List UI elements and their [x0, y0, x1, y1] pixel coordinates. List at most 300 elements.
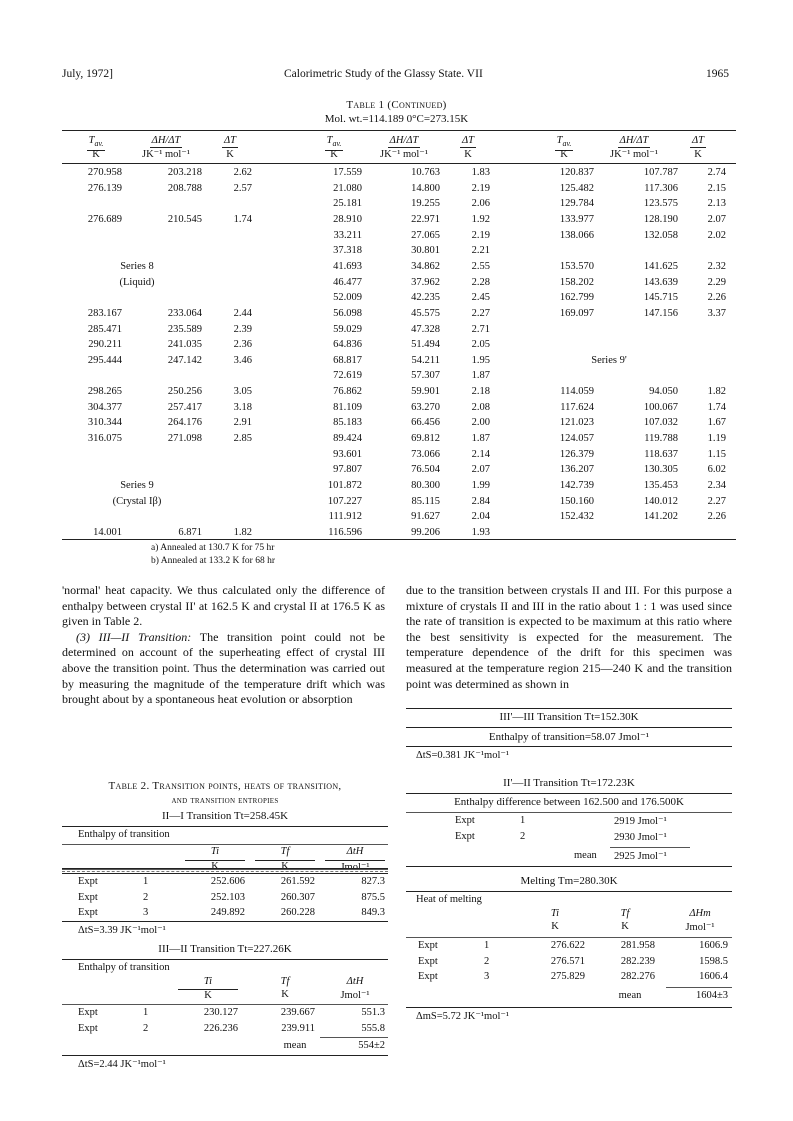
dhm-value: 1606.4 [699, 971, 728, 982]
table1-cell-tav: 133.977 [559, 213, 594, 225]
rule [406, 708, 732, 709]
table1-cell-tav: 129.784 [559, 198, 594, 210]
table1-cell-tav: 64.836 [333, 339, 362, 351]
table1-unit-dt: K [694, 149, 702, 160]
expt-label: Expt [78, 1022, 98, 1034]
table1-cell-dh: 107.032 [643, 417, 678, 429]
table1-cell-tav: 169.097 [559, 307, 594, 319]
unit-tf: K [621, 921, 629, 932]
table1-cell-tav: 153.570 [559, 260, 594, 272]
expt-number: 3 [484, 971, 490, 982]
expt-label: Expt [455, 815, 475, 826]
unit-dh: Jmol⁻¹ [340, 990, 370, 1001]
table1-cell-dh: 118.637 [644, 448, 678, 460]
series-label: Series 9' [591, 354, 627, 366]
expt-number: 1 [143, 1007, 149, 1018]
expt-label: Expt [418, 955, 438, 967]
table1-cell-dt: 2.19 [471, 182, 490, 194]
table1-cell-dt: 2.27 [471, 307, 490, 319]
table1-cell-dh: 241.035 [167, 339, 202, 351]
table1-header-dt: ΔT [461, 135, 474, 146]
table1-cell-tav: 89.424 [333, 433, 362, 445]
table1-cell-dt: 2.29 [707, 276, 726, 288]
tf-value: 281.958 [620, 940, 655, 951]
table1-cell-tav: 37.318 [333, 245, 362, 257]
table1-caption: Table 1 (Continued) [346, 99, 447, 111]
table1-cell-dt: 1.83 [471, 167, 490, 178]
entropy-iii2-iii: ΔtS=0.381 JK⁻¹mol⁻¹ [416, 750, 510, 761]
table1-cell-dh: 94.050 [649, 386, 678, 398]
table1-unit-tav: K [330, 149, 338, 160]
table1-cell-tav: 76.862 [333, 386, 362, 398]
table1-cell-dh: 34.862 [411, 260, 440, 272]
table1-cell-dt: 2.71 [471, 323, 490, 335]
dh-value: 551.3 [361, 1007, 385, 1018]
table1-cell-dh: 37.962 [411, 276, 440, 288]
table1-cell-dt: 3.46 [233, 354, 252, 366]
expt-label: Expt [78, 907, 98, 918]
running-header-date: July, 1972] [62, 68, 114, 80]
table1-cell-tav: 72.619 [333, 370, 362, 382]
table1-cell-tav: 25.181 [333, 198, 362, 210]
table1-cell-dt: 2.21 [471, 245, 490, 257]
table1-cell-tav: 295.444 [87, 354, 122, 366]
table1-cell-dh: 10.763 [411, 167, 440, 178]
series-label: Series 8 [120, 260, 154, 272]
table1-cell-tav: 85.183 [333, 417, 362, 429]
table1-cell-dh: 100.067 [643, 401, 678, 413]
table1-cell-dh: 235.589 [167, 323, 202, 335]
table1-cell-dt: 2.19 [471, 229, 490, 241]
table1-cell-dt: 2.07 [707, 213, 726, 225]
table1-cell-dh: 47.328 [411, 323, 440, 335]
table1-footnote-a: a) Annealed at 130.7 K for 75 hr [151, 543, 275, 553]
thinrule [62, 869, 388, 870]
table1-cell-tav: 14.001 [93, 526, 122, 538]
table1-unit-dh: JK⁻¹ mol⁻¹ [379, 149, 428, 160]
table1-cell-dt: 2.74 [707, 167, 726, 178]
table1-cell-dt: 3.18 [233, 401, 252, 413]
table1-cell-tav: 285.471 [87, 323, 122, 335]
header-dhm: ΔHm [689, 908, 711, 919]
table1-cell-dt: 2.06 [471, 198, 490, 210]
table2-caption-line2: and transition entropies [171, 795, 279, 806]
table1-cell-dh: 66.456 [411, 417, 440, 429]
header-dh: ΔtH [346, 846, 364, 857]
unit-ti: K [178, 989, 238, 1001]
table1-unit-tav: K [92, 149, 100, 160]
header-ti: Ti [203, 976, 213, 987]
table1-cell-tav: 270.958 [87, 167, 122, 178]
table1-cell-dt: 3.05 [233, 386, 252, 398]
ti-value: 252.606 [210, 876, 245, 887]
table1-cell-dh: 63.270 [411, 401, 440, 413]
rule [62, 826, 388, 827]
tf-value: 261.592 [280, 876, 315, 887]
thinrule [62, 1004, 388, 1005]
ti-value: 226.236 [203, 1022, 238, 1034]
table1-cell-dt: 2.91 [233, 417, 252, 429]
table1-unit-dt: K [226, 149, 234, 160]
table1-cell-dh: 147.156 [643, 307, 678, 319]
table1-cell-dt: 1.87 [471, 433, 490, 445]
table1-cell-dt: 1.15 [707, 448, 726, 460]
unit-ti: K [551, 921, 559, 932]
table1-cell-dh: 14.800 [411, 182, 440, 194]
mean-value-iii-ii: 554±2 [358, 1040, 385, 1051]
table1-cell-dh: 135.453 [643, 480, 678, 491]
expt-number: 3 [143, 907, 149, 918]
expt-label: Expt [455, 830, 475, 842]
expt-number: 1 [484, 940, 490, 951]
ti-value: 276.622 [550, 940, 585, 951]
table1-cell-dt: 6.02 [707, 464, 726, 476]
rule [62, 1055, 388, 1056]
table1-cell-dt: 2.26 [707, 511, 726, 523]
table1-header-tav: $T_{av.}$ [314, 134, 354, 151]
table1-cell-tav: 52.009 [333, 292, 362, 304]
thinrule [62, 871, 388, 872]
table1-cell-dt: 2.00 [471, 417, 490, 429]
table1-unit-dt: K [464, 149, 472, 160]
table1-cell-dh: 27.065 [411, 229, 440, 241]
rule [406, 1007, 732, 1008]
table1-cell-tav: 136.207 [559, 464, 594, 476]
table1-cell-dt: 1.74 [707, 401, 726, 413]
body-text-left-p1: 'normal' heat capacity. We thus calculated only the difference of enthalpy between crystal II' at 162.5 K and crystal II at 176.5 K as given in Table 2. [62, 583, 385, 629]
table1-cell-dt: 2.55 [471, 260, 490, 272]
body-text-left [62, 583, 385, 708]
table1-cell-tav: 41.693 [333, 260, 362, 272]
table1-cell-dh: 51.494 [411, 339, 440, 351]
table1-cell-dt: 1.74 [233, 213, 252, 225]
table1-cell-dh: 250.256 [167, 386, 202, 398]
table1-cell-dt: 2.14 [471, 448, 490, 460]
expt-number: 1 [520, 815, 526, 826]
table1-cell-tav: 298.265 [87, 386, 122, 398]
table1-cell-dh: 85.115 [411, 495, 440, 507]
table1-header-tav: $T_{av.}$ [76, 134, 116, 151]
table1-cell-dh: 141.625 [643, 260, 678, 272]
table1-cell-dh: 91.627 [411, 511, 440, 523]
expt-number: 2 [143, 891, 149, 903]
ti-value: 276.571 [550, 955, 585, 967]
table1-cell-dh: 257.417 [167, 401, 202, 413]
table1-cell-dt: 1.95 [471, 354, 490, 366]
table1-cell-tav: 290.211 [88, 339, 122, 351]
table1-cell-dh: 130.305 [643, 464, 678, 476]
expt-label: Expt [78, 1007, 98, 1018]
dh-value: 849.3 [361, 907, 385, 918]
table1-cell-dh: 19.255 [411, 198, 440, 210]
table1-header-tav: $T_{av.}$ [544, 134, 584, 151]
table1-cell-dt: 2.27 [707, 495, 726, 507]
table1-cell-dh: 54.211 [411, 354, 440, 366]
thinrule [62, 844, 388, 845]
table1-cell-dt: 2.57 [233, 182, 252, 194]
mean-value-ii2-ii: 2925 Jmol⁻¹ [614, 851, 667, 862]
thinrule [610, 847, 690, 848]
table1-cell-dh: 119.788 [644, 433, 678, 445]
heat-of-melting-label: Heat of melting [416, 894, 482, 905]
enthalpy-label-iii-ii: Enthalpy of transition [78, 962, 170, 973]
table1-cell-dh: 73.066 [411, 448, 440, 460]
table1-cell-tav: 142.739 [559, 480, 594, 491]
series-label: (Liquid) [119, 276, 155, 288]
table1-cell-tav: 304.377 [87, 401, 122, 413]
expt-label: Expt [78, 891, 98, 903]
dhm-value: 1606.9 [699, 940, 728, 951]
table1-cell-dt: 2.44 [233, 307, 252, 319]
table1-cell-dt: 2.07 [471, 464, 490, 476]
table1-header-dh: ΔH/ΔT [619, 135, 649, 146]
table1-cell-tav: 111.912 [328, 511, 362, 523]
table1-subcaption: Mol. wt.=114.189 0°C=273.15K [324, 113, 469, 125]
table1-cell-tav: 152.432 [559, 511, 594, 523]
table1-cell-dh: 247.142 [167, 354, 202, 366]
table1-cell-dh: 80.300 [411, 480, 440, 491]
table1-cell-dh: 6.871 [178, 526, 202, 538]
table1-unit-tav: K [560, 149, 568, 160]
table1-cell-dh: 271.098 [167, 433, 202, 445]
table1-cell-dh: 208.788 [167, 182, 202, 194]
table1-cell-dt: 1.67 [707, 417, 726, 429]
table1-cell-dt: 2.05 [471, 339, 490, 351]
table1-cell-dh: 57.307 [411, 370, 440, 382]
table1-cell-dt: 2.18 [471, 386, 490, 398]
table1-cell-dh: 22.971 [411, 213, 440, 225]
table1-cell-dh: 59.901 [411, 386, 440, 398]
table1-cell-tav: 116.596 [328, 526, 362, 538]
thinrule [666, 987, 732, 988]
ti-value: 252.103 [210, 891, 245, 903]
table1-footnote-b: b) Annealed at 133.2 K for 68 hr [151, 556, 275, 566]
expt-number: 2 [484, 955, 490, 967]
table1-cell-dh: 45.575 [411, 307, 440, 319]
unit-dh: Jmol⁻¹ [325, 860, 385, 873]
table1-cell-tav: 150.160 [559, 495, 594, 507]
table1-cell-tav: 283.167 [87, 307, 122, 319]
melting-title: Melting Tm=280.30K [520, 875, 618, 887]
table1-cell-tav: 126.379 [559, 448, 594, 460]
page-number: 1965 [706, 68, 729, 80]
table1-cell-dt: 3.37 [707, 307, 726, 319]
section-heading-iii-ii: (3) III—II Transition: [76, 629, 192, 644]
table1-cell-tav: 21.080 [333, 182, 362, 194]
enthalpy-diff-label: Enthalpy difference between 162.500 and 176.500K [454, 796, 684, 808]
tf-value: 260.228 [280, 907, 315, 918]
header-tf: Tf [280, 976, 290, 987]
table1-cell-dh: 203.218 [167, 167, 202, 178]
dhm-value: 1598.5 [699, 955, 728, 967]
expt-label: Expt [418, 971, 438, 982]
ti-value: 275.829 [550, 971, 585, 982]
table1-cell-tav: 310.344 [87, 417, 122, 429]
table1-cell-dt: 2.39 [233, 323, 252, 335]
dh-value: 827.3 [361, 876, 385, 887]
table1-cell-dt: 2.28 [471, 276, 490, 288]
table1-cell-dh: 141.202 [643, 511, 678, 523]
enthalpy-value: 2930 Jmol⁻¹ [614, 831, 667, 843]
table1-cell-tav: 81.109 [333, 401, 362, 413]
tf-value: 282.276 [620, 971, 655, 982]
rule [62, 959, 388, 960]
table1-cell-dt: 1.99 [471, 480, 490, 491]
body-text-left-p2: The transition point could not be determined on account of the superheating effect of crystal III above the transition point. Thus the determination was carried out by measuring the magnitude of the temperature drift which was brought about by a spontaneous heat evolution or absorption [62, 629, 385, 707]
rule [406, 746, 732, 747]
ti-value: 230.127 [203, 1007, 238, 1018]
table1-cell-tav: 158.202 [559, 276, 594, 288]
table1-cell-tav: 101.872 [327, 480, 362, 491]
table1-cell-tav: 316.075 [87, 433, 122, 445]
mean-value-melting: 1604±3 [695, 990, 728, 1001]
rule [406, 866, 732, 867]
table1-cell-dh: 123.575 [643, 198, 678, 210]
table1-unit-dh: JK⁻¹ mol⁻¹ [141, 149, 190, 160]
table1-cell-dt: 2.13 [707, 198, 726, 210]
table1-cell-tav: 68.817 [333, 354, 362, 366]
header-ti: Ti [550, 908, 560, 919]
expt-label: Expt [78, 876, 98, 887]
table1-cell-dt: 2.15 [707, 182, 726, 194]
table1-unit-dh: JK⁻¹ mol⁻¹ [609, 149, 658, 160]
table1-cell-dt: 2.08 [471, 401, 490, 413]
table1-cell-dh: 69.812 [411, 433, 440, 445]
table2-caption-line1: Table 2. Transition points, heats of transition, [108, 780, 342, 792]
table1-cell-dt: 1.92 [471, 213, 490, 225]
table1-cell-dt: 2.45 [471, 292, 490, 304]
transition-iii-ii-title: III—II Transition Tt=227.26K [158, 943, 292, 955]
table1-cell-dt: 1.93 [471, 526, 490, 538]
table1-cell-tav: 117.624 [560, 401, 594, 413]
table1-cell-tav: 46.477 [333, 276, 362, 288]
table1-cell-tav: 17.559 [333, 167, 362, 178]
table1-cell-tav: 28.910 [333, 213, 362, 225]
header-dh: ΔtH [346, 976, 364, 987]
rule [406, 727, 732, 728]
header-tf: Tf [620, 908, 630, 919]
expt-number: 2 [520, 830, 526, 842]
table1-cell-dt: 2.84 [471, 495, 490, 507]
entropy-melting: ΔmS=5.72 JK⁻¹mol⁻¹ [416, 1011, 510, 1022]
dh-value: 555.8 [361, 1022, 385, 1034]
enthalpy-value: 2919 Jmol⁻¹ [614, 816, 667, 827]
table1-bottom-rule [62, 539, 736, 540]
running-header-title: Calorimetric Study of the Glassy State. VII [284, 68, 483, 80]
table1-cell-dt: 1.19 [707, 433, 726, 445]
rule [406, 793, 732, 794]
table1-cell-dt: 2.02 [707, 229, 726, 241]
table1-cell-dh: 76.504 [411, 464, 440, 476]
transition-iii2-iii-title: III'—III Transition Tt=152.30K [499, 711, 639, 723]
table1-cell-dt: 1.87 [471, 370, 490, 382]
unit-tf: K [281, 989, 289, 1000]
table1-cell-tav: 114.059 [560, 386, 594, 398]
table1-cell-dh: 128.190 [643, 213, 678, 225]
mean-label-melting: mean [618, 990, 642, 1001]
table1-cell-tav: 97.807 [333, 464, 362, 476]
table1-cell-tav: 125.482 [559, 182, 594, 194]
table1-cell-dt: 2.62 [233, 167, 252, 178]
transition-ii-i-title: II—I Transition Tt=258.45K [161, 810, 289, 822]
table1-cell-dh: 117.306 [644, 182, 678, 194]
expt-number: 1 [143, 876, 149, 887]
table1-cell-tav: 162.799 [559, 292, 594, 304]
table1-cell-dh: 145.715 [643, 292, 678, 304]
entropy-iii-ii: ΔtS=2.44 JK⁻¹mol⁻¹ [78, 1059, 166, 1070]
tf-value: 282.239 [620, 955, 655, 967]
thinrule [406, 812, 732, 813]
table1-header-dt: ΔT [223, 135, 236, 146]
rule [62, 873, 388, 874]
table1-header-dh: ΔH/ΔT [389, 135, 419, 146]
table1-cell-dh: 42.235 [411, 292, 440, 304]
series-label: Series 9 [120, 480, 154, 491]
enthalpy-label-ii-i: Enthalpy of transition [78, 829, 170, 840]
transition-ii2-ii-title: II'—II Transition Tt=172.23K [503, 777, 635, 789]
table1-top-rule [62, 130, 736, 131]
rule [62, 921, 388, 922]
thinrule [406, 937, 732, 938]
table1-cell-tav: 138.066 [559, 229, 594, 241]
table1-cell-dt: 2.85 [233, 433, 252, 445]
table1-cell-tav: 121.023 [559, 417, 594, 429]
entropy-ii-i: ΔtS=3.39 JK⁻¹mol⁻¹ [78, 925, 166, 936]
header-tf: Tf [280, 846, 290, 857]
table1-cell-dh: 210.545 [167, 213, 202, 225]
table1-cell-dh: 107.787 [643, 167, 678, 178]
table1-cell-dt: 2.34 [707, 480, 726, 491]
unit-tf: K [255, 860, 315, 872]
unit-ti: K [185, 860, 245, 872]
table1-cell-tav: 107.227 [327, 495, 362, 507]
table1-cell-tav: 93.601 [333, 448, 362, 460]
ti-value: 249.892 [210, 907, 245, 918]
table1-cell-dh: 143.639 [643, 276, 678, 288]
table1-cell-dh: 132.058 [643, 229, 678, 241]
enthalpy-iii2-iii: Enthalpy of transition=58.07 Jmol⁻¹ [488, 731, 650, 743]
table1-cell-dt: 2.04 [471, 511, 490, 523]
mean-label-iii-ii: mean [283, 1040, 307, 1051]
table1-cell-dh: 140.012 [643, 495, 678, 507]
table1-cell-tav: 124.057 [559, 433, 594, 445]
table1-cell-dh: 99.206 [411, 526, 440, 538]
rule [406, 891, 732, 892]
tf-value: 239.911 [281, 1022, 315, 1034]
thinrule [320, 1037, 388, 1038]
table1-cell-dt: 1.82 [707, 386, 726, 398]
tf-value: 239.667 [280, 1007, 315, 1018]
table1-cell-dt: 2.36 [233, 339, 252, 351]
tf-value: 260.307 [280, 891, 315, 903]
dh-value: 875.5 [361, 891, 385, 903]
expt-number: 2 [143, 1022, 149, 1034]
table1-cell-tav: 276.139 [87, 182, 122, 194]
table1-cell-tav: 33.211 [333, 229, 362, 241]
table1-cell-tav: 276.689 [87, 213, 122, 225]
mean-label-ii2-ii: mean [574, 850, 597, 861]
body-text-right: due to the transition between crystals II and III. For this purpose a mixture of crystals II and III in the ratio about 1 : 1 was used since the rate of transition is expected to be maximum at this ratio where the best sensitivity is expected for the measurement. The temperature dependence of the drift for this specimen was measured at the temperature region 215—240 K and the transition point was determined as shown in [406, 583, 732, 691]
table1-header-rule [62, 163, 736, 164]
table1-cell-tav: 56.098 [333, 307, 362, 319]
expt-label: Expt [418, 940, 438, 951]
table1-header-dh: ΔH/ΔT [151, 135, 181, 146]
unit-dhm: Jmol⁻¹ [685, 922, 715, 933]
table1-cell-dh: 264.176 [167, 417, 202, 429]
series-label: (Crystal Iβ) [112, 495, 162, 507]
table1-cell-dh: 233.064 [167, 307, 202, 319]
table1-cell-dh: 30.801 [411, 245, 440, 257]
